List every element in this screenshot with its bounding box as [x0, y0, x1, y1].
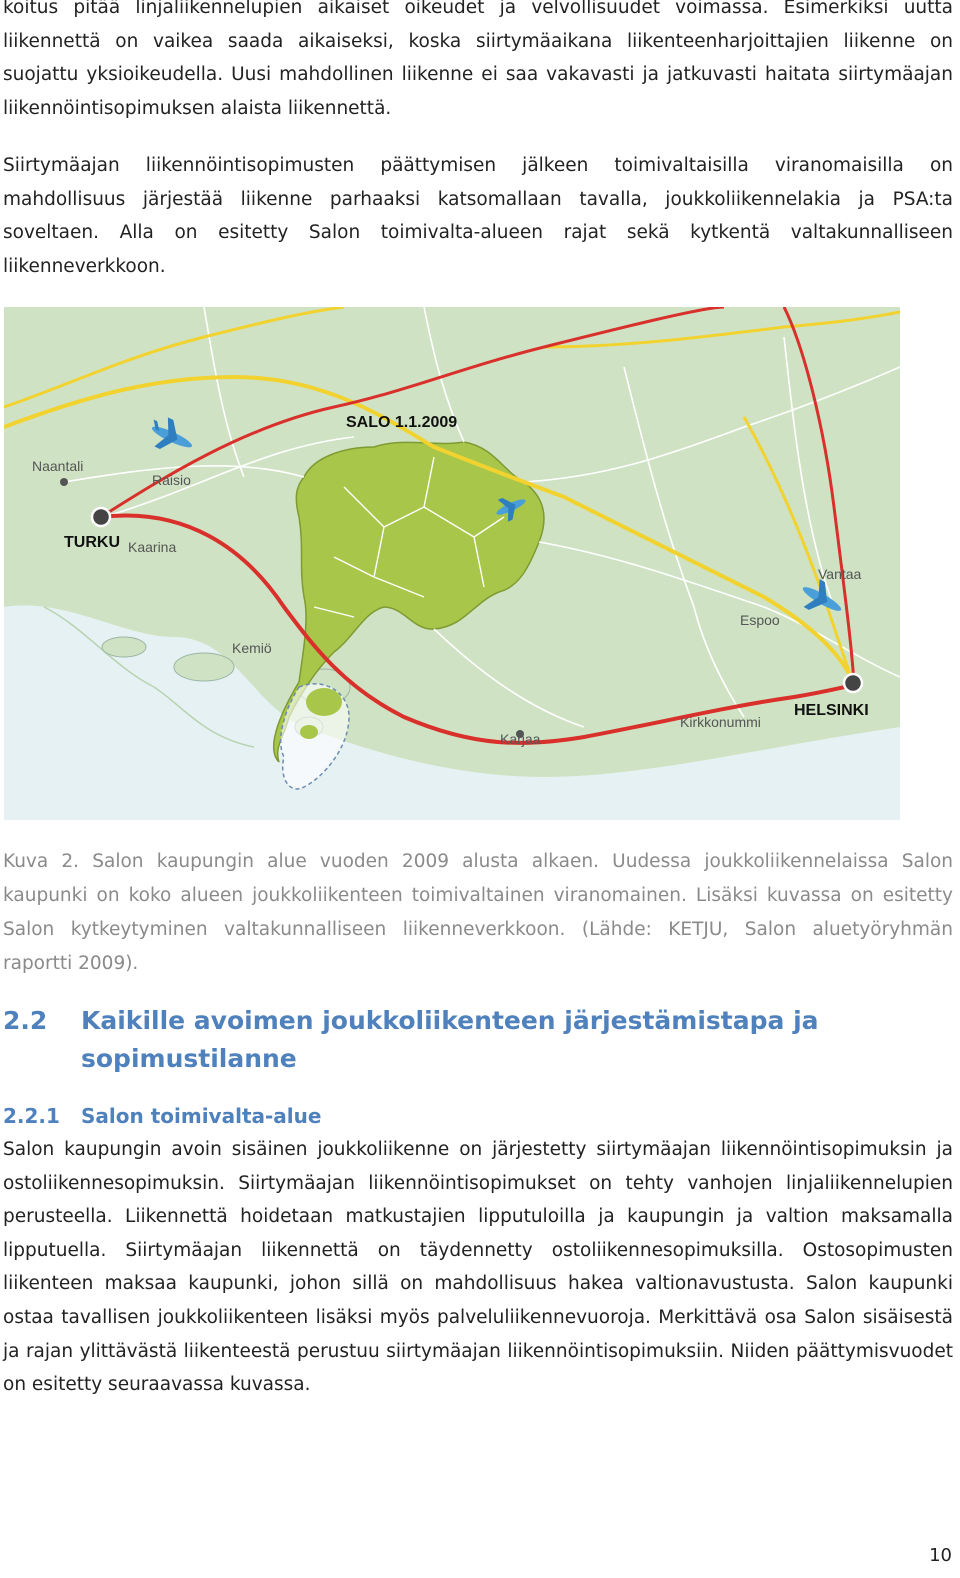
- label-kirkkonummi: Kirkkonummi: [680, 714, 761, 730]
- map-title: SALO 1.1.2009: [346, 414, 458, 431]
- section-title: Kaikille avoimen joukkoliikenteen järjestämistapa ja sopimustilanne: [81, 1006, 819, 1073]
- subsection-number: 2.2.1: [3, 1104, 60, 1128]
- section-number: 2.2: [3, 1006, 48, 1035]
- subsection-title: Salon toimivalta-alue: [81, 1104, 322, 1128]
- salo-area-map: [4, 307, 900, 820]
- label-turku: TURKU: [64, 534, 120, 551]
- label-kaarina: Kaarina: [128, 539, 177, 555]
- naantali-marker: [60, 478, 68, 486]
- section-heading: [3, 1002, 933, 1078]
- label-naantali: Naantali: [32, 458, 84, 474]
- page-number: 10: [929, 1545, 952, 1566]
- turku-marker: [92, 508, 110, 526]
- label-espoo: Espoo: [740, 612, 780, 628]
- figure-caption: Kuva 2. Salon kaupungin alue vuoden 2009 alusta alkaen. Uudessa joukkoliikennelaissa Salon kaupunki on koko alueen joukkoliikenteen toimivaltainen viranomainen. Lisäksi kuvassa on esitetty Salon kytkeytyminen valtakunnalliseen liikenneverkkoon. (Lähde: KETJU, Salon aluetyöryhmän raportti 2009).: [3, 851, 953, 974]
- body-paragraph: Salon kaupungin avoin sisäinen joukkoliikenne on järjestetty siirtymäajan liikennöintisopimuksin ja ostoliikennesopimuksin. Siirtymäajan liikennöintisopimukset on tehty vanhojen linjaliikennelupien perusteella. Liikennettä hoidetaan matkustajien lipputuloilla ja kaupungin ja valtion maksamalla lipputuella. Siirtymäajan liikennettä on täydennetty ostoliikennesopimuksilla. Ostosopimusten liikenteen maksaa kaupunki, johon sillä on mahdollisuus hakea valtionavustusta. Salon kaupunki ostaa tavallisen joukkoliikenteen lisäksi myös palveluliikennevuoroja. Merkittävä osa Salon sisäisestä ja rajan ylittävästä liikenteestä perustuu siirtymäajan liikennöintisopimuksiin. Niiden päättymisvuodet on esitetty seuraavassa kuvassa.: [3, 1139, 953, 1396]
- label-vantaa: Vantaa: [818, 566, 862, 582]
- transition-paragraph: Siirtymäajan liikennöintisopimusten päättymisen jälkeen toimivaltaisilla viranomaisilla on mahdollisuus järjestää liikenne parhaaksi katsomallaan tavalla, joukkoliikennelakia ja PSA:ta soveltaen. Alla on esitetty Salon toimivalta-alueen rajat sekä kytkentä valtakunnalliseen liikenneverkkoon.: [3, 155, 953, 277]
- label-karjaa: Karjaa: [500, 731, 541, 747]
- helsinki-marker: [844, 674, 862, 692]
- label-helsinki: HELSINKI: [794, 702, 869, 719]
- intro-paragraph: koitus pitää linjaliikennelupien aikaiset oikeudet ja velvollisuudet voimassa. Esimerkiksi uutta liikennettä on vaikea saada aikaiseksi, koska siirtymäaikana liikenteenharjoittajien liikenne on suojattu yksioikeudella. Uusi mahdollinen liikenne ei saa vakavasti ja jatkuvasti haitata siirtymäajan liikennöintisopimuksen alaista liikennettä.: [3, 0, 953, 119]
- label-raisio: Raisio: [152, 472, 191, 488]
- subsection-heading: [3, 1101, 933, 1131]
- label-kemio: Kemiö: [232, 640, 272, 656]
